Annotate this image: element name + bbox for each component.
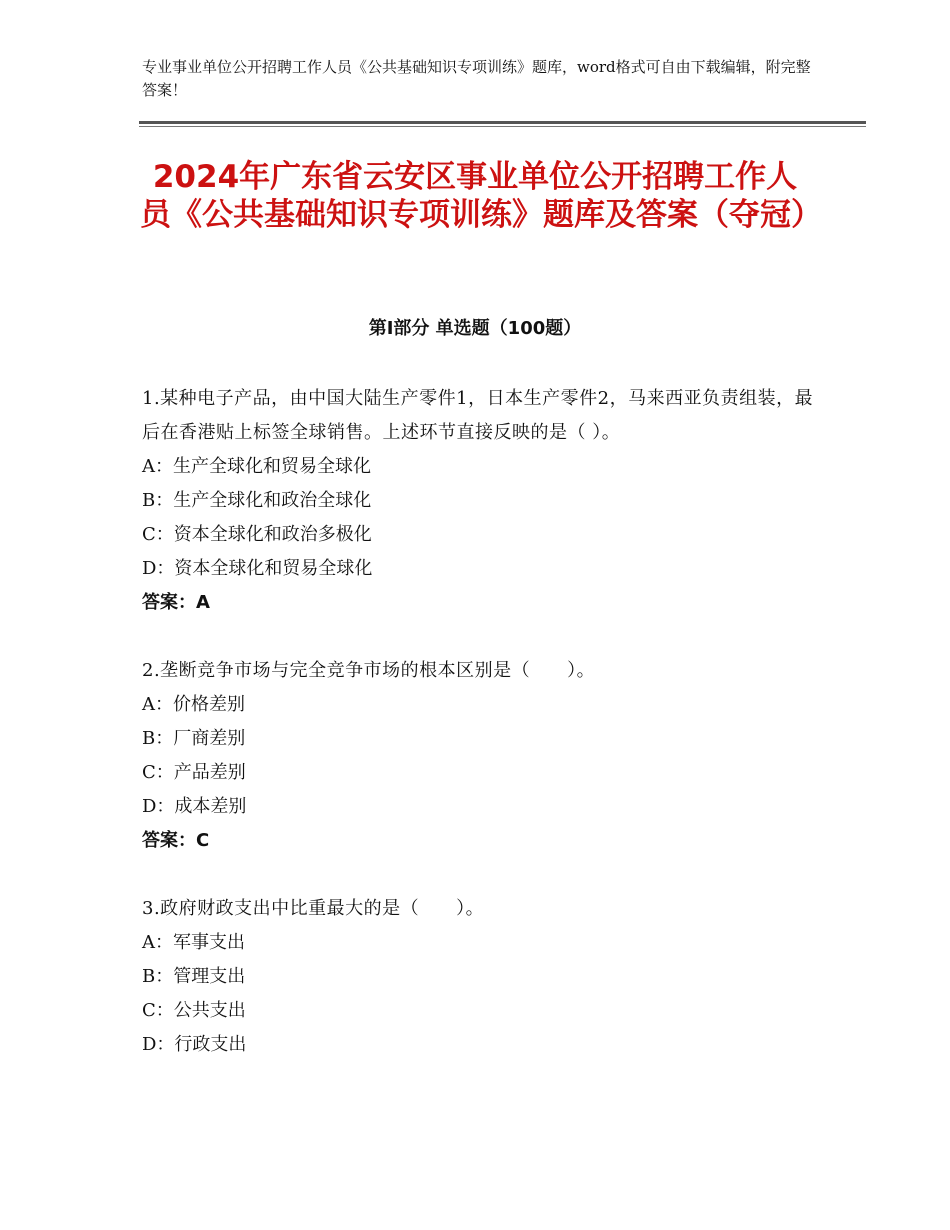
option-b: B：生产全球化和政治全球化: [142, 490, 372, 511]
option-d: D：行政支出: [142, 1034, 247, 1055]
option-c: C：资本全球化和政治多极化: [142, 524, 372, 545]
section-heading: 第Ⅰ部分 单选题（100题）: [368, 318, 582, 339]
header-rule-thin: [139, 126, 866, 127]
question-1: [142, 382, 822, 620]
question-text: 1.某种电子产品，由中国大陆生产零件1，日本生产零件2，马来西亚负责组装，最后在香港贴上标签全球销售。上述环节直接反映的是（ ）。: [142, 388, 814, 443]
document-title: 2024年广东省云安区事业单位公开招聘工作人员《公共基础知识专项训练》题库及答案（夺冠）: [140, 159, 822, 233]
question-text: 2.垄断竞争市场与完全竞争市场的根本区别是（ ）。: [142, 660, 596, 681]
option-b: B：厂商差别: [142, 728, 246, 749]
header-note: 专业事业单位公开招聘工作人员《公共基础知识专项训练》题库，word格式可自由下载编辑，附完整答案！: [142, 58, 811, 99]
option-d: D：成本差别: [142, 796, 247, 817]
question-2: [142, 654, 822, 858]
question-list: [142, 382, 822, 1096]
option-a: A：军事支出: [142, 932, 245, 953]
answer: 答案：A: [142, 592, 210, 613]
option-c: C：公共支出: [142, 1000, 246, 1021]
option-d: D：资本全球化和贸易全球化: [142, 558, 373, 579]
option-a: A：价格差别: [142, 694, 245, 715]
question-3: [142, 892, 822, 1062]
option-b: B：管理支出: [142, 966, 246, 987]
option-c: C：产品差别: [142, 762, 246, 783]
option-a: A：生产全球化和贸易全球化: [142, 456, 371, 477]
answer: 答案：C: [142, 830, 210, 851]
header-rule-thick: [139, 121, 866, 124]
question-text: 3.政府财政支出中比重最大的是（ ）。: [142, 898, 485, 919]
